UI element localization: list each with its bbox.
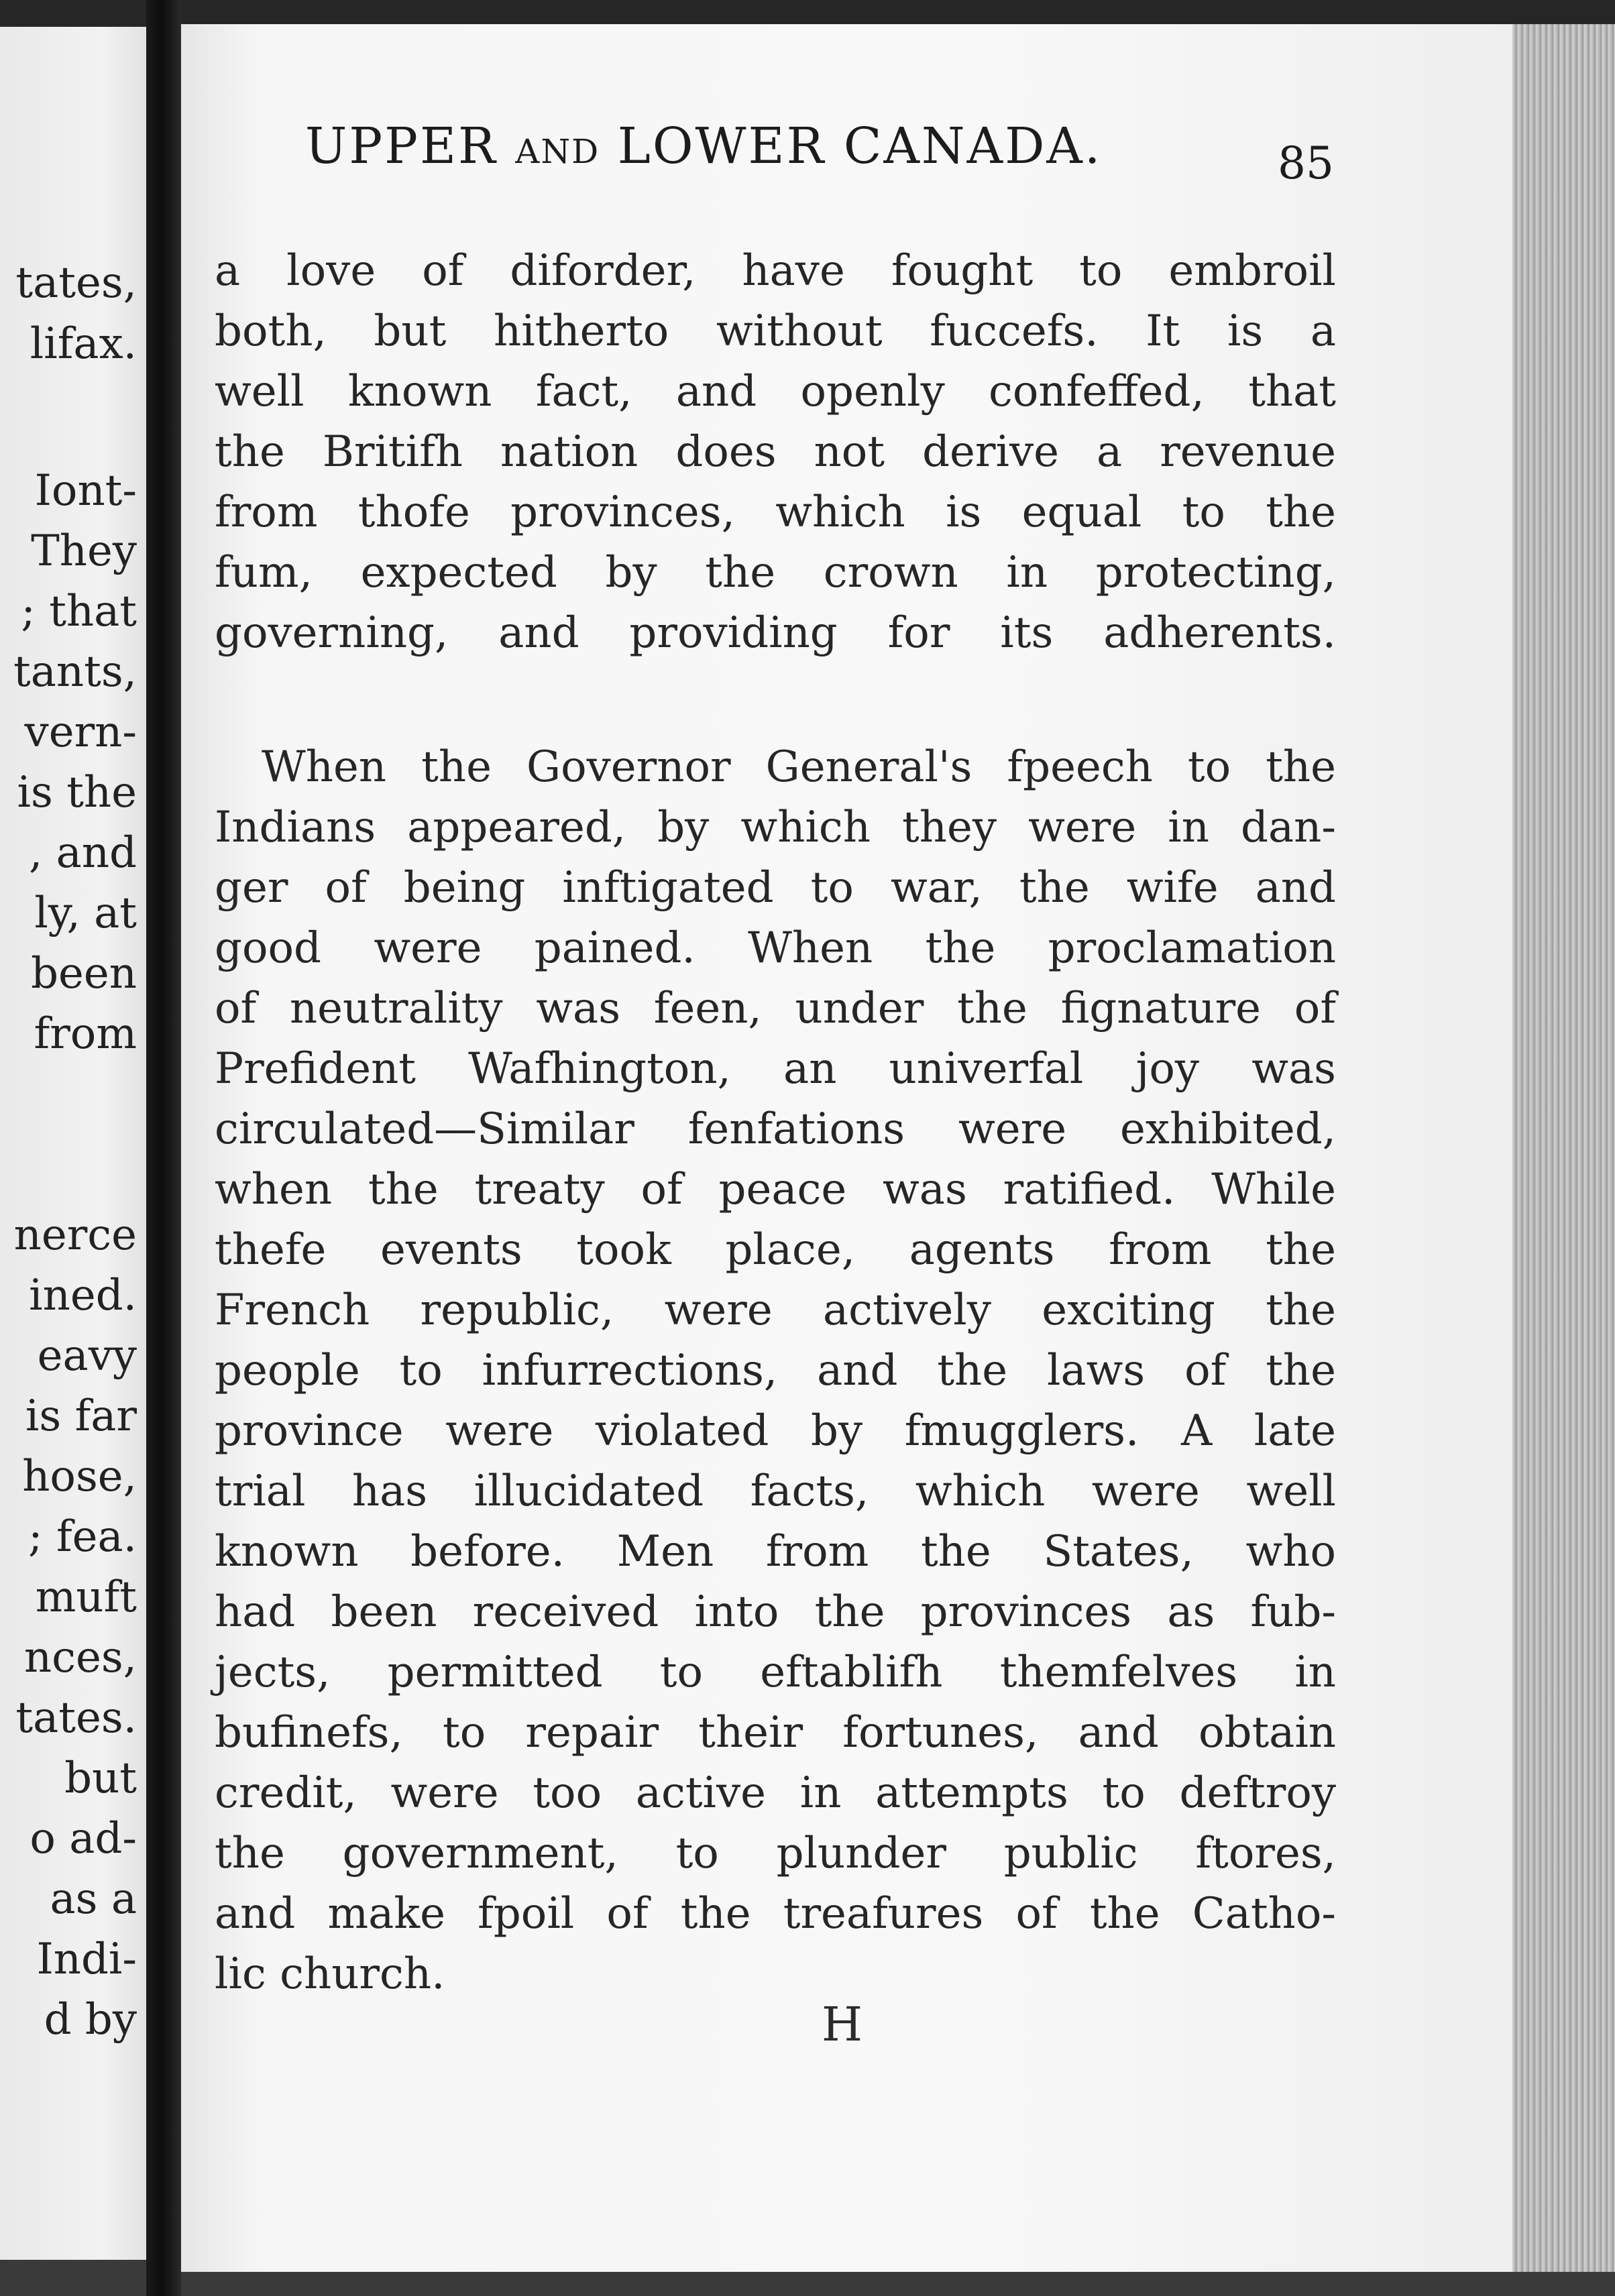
text-line: Prefident Wafhington, an univerfal joy was — [215, 1044, 1336, 1094]
text-line: when the treaty of peace was ratified. While — [215, 1165, 1336, 1214]
text-line: bufinefs, to repair their fortunes, and obtain — [215, 1708, 1336, 1758]
running-head-part1: UPPER — [305, 117, 516, 175]
text-line: lic church. — [215, 1949, 445, 1999]
text-line: When the Governor General's fpeech to the — [262, 742, 1336, 792]
facing-page-line: ly, at — [34, 888, 137, 938]
facing-page-line: nerce — [13, 1210, 137, 1260]
facing-page-line: ined. — [29, 1271, 137, 1320]
facing-page-line: eavy — [37, 1331, 137, 1381]
facing-page-line: Iont- — [34, 466, 137, 516]
text-line: both, but hitherto without fuccefs. It is a — [215, 306, 1336, 356]
running-head-and: AND — [515, 132, 600, 171]
book-gutter — [146, 0, 181, 2296]
facing-page-line: tates. — [15, 1693, 137, 1743]
facing-page-line: They — [31, 526, 137, 576]
text-line: credit, were too active in attempts to deftroy — [215, 1768, 1336, 1818]
text-line: the government, to plunder public ftores, — [215, 1829, 1336, 1878]
facing-page-line: been — [31, 949, 137, 998]
facing-page-line: lifax. — [30, 319, 137, 369]
text-line: well known fact, and openly confeffed, that — [215, 367, 1336, 416]
facing-page-line: as a — [50, 1874, 137, 1924]
facing-page-line: nces, — [23, 1633, 137, 1682]
text-line: had been received into the provinces as fub- — [215, 1587, 1336, 1637]
text-line: jects, permitted to eftablifh themfelves in — [215, 1648, 1336, 1697]
text-line: fum, expected by the crown in protecting, — [215, 548, 1336, 597]
facing-page-line: ; that — [21, 587, 137, 636]
text-line: trial has illucidated facts, which were well — [215, 1467, 1336, 1516]
text-line: good were pained. When the proclamation — [215, 923, 1336, 973]
text-line: a love of diforder, have fought to embroil — [215, 246, 1336, 296]
text-line: people to infurrections, and the laws of the — [215, 1346, 1336, 1395]
facing-page-line: tants, — [13, 647, 137, 697]
facing-page — [0, 27, 146, 2260]
facing-page-line: is far — [25, 1391, 137, 1441]
text-line: of neutrality was feen, under the fignature of — [215, 984, 1336, 1033]
text-line: French republic, were actively exciting the — [215, 1285, 1336, 1335]
text-line: circulated—Similar fenfations were exhibited, — [215, 1104, 1336, 1154]
facing-page-line: tates, — [15, 258, 137, 308]
text-line: known before. Men from the States, who — [215, 1527, 1336, 1576]
text-line: the Britifh nation does not derive a revenue — [215, 427, 1336, 477]
text-line: ger of being inftigated to war, the wife and — [215, 863, 1336, 913]
facing-page-line: hose, — [22, 1452, 137, 1501]
facing-page-line: Indi- — [36, 1935, 137, 1984]
signature-mark: H — [822, 1997, 863, 2052]
running-head — [305, 117, 1102, 175]
facing-page-line: is the — [17, 768, 137, 817]
text-line: province were violated by fmugglers. A late — [215, 1406, 1336, 1456]
page-edges — [1512, 24, 1615, 2272]
running-head-part2: LOWER CANADA. — [600, 117, 1103, 175]
facing-page-line: , and — [28, 828, 137, 878]
text-line: governing, and providing for its adherents. — [215, 608, 1336, 658]
text-line: Indians appeared, by which they were in dan- — [215, 803, 1336, 852]
text-line: and make fpoil of the treafures of the Catho- — [215, 1889, 1336, 1939]
facing-page-line: d by — [44, 1995, 137, 2045]
text-line: from thofe provinces, which is equal to the — [215, 487, 1336, 537]
facing-page-line: but — [64, 1754, 137, 1803]
facing-page-line: from — [34, 1009, 137, 1059]
text-line: thefe events took place, agents from the — [215, 1225, 1336, 1275]
facing-page-line: o ad- — [30, 1814, 137, 1863]
facing-page-line: vern- — [24, 707, 137, 757]
facing-page-line: muft — [35, 1572, 137, 1622]
facing-page-line: ; fea. — [28, 1512, 137, 1562]
page-number: 85 — [1278, 137, 1334, 189]
